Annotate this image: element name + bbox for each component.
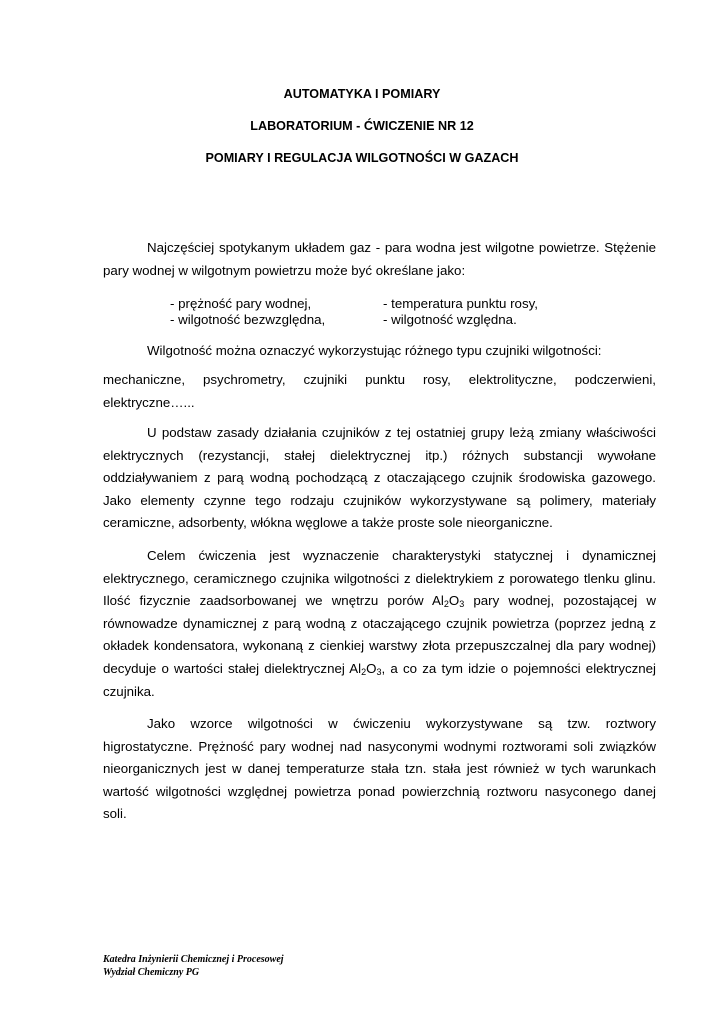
course-title: AUTOMATYKA I POMIARY (283, 87, 441, 101)
topic-title: POMIARY I REGULACJA WILGOTNOŚCI W GAZACH (205, 151, 519, 165)
list-item: - wilgotność bezwzględna, (170, 311, 326, 327)
subscript-2: 2 (443, 599, 449, 610)
list-item: - prężność pary wodnej, (170, 296, 312, 311)
oxygen-symbol: O (448, 593, 460, 609)
subscript-3: 3 (459, 599, 465, 610)
intro-paragraph: Najczęściej spotykanym układem gaz - para wodna jest wilgotne powietrze. Stężenie pary wodnej w wilgotnym powietrzu może być określane jako: (103, 240, 656, 278)
goal-paragraph (103, 545, 656, 703)
list-item: - temperatura punktu rosy, (383, 296, 538, 311)
page-footer (103, 953, 284, 979)
standards-paragraph: Jako wzorce wilgotności w ćwiczeniu wykorzystywane są tzw. roztwory higrostatyczne. Prężność pary wodnej nad nasyconymi wodnymi roztworami soli związków nieorganicznych jest w danej temperaturze stała tzn. stała jest również w tych warunkach wartość wilgotności względnej powietrza ponad powierzchnią roztworu nasyconego danej soli. (103, 716, 656, 822)
footer-department: Katedra Inżynierii Chemicznej i Procesowej (103, 954, 284, 965)
subscript-2: 2 (361, 666, 367, 677)
goal-text-part3: , a co za tym idzie o pojemności elektrycznej czujnika. (103, 660, 657, 699)
lab-title: LABORATORIUM - ĆWICZENIE NR 12 (250, 119, 474, 133)
goal-text-part2: pary wodnej, pozostającej w równowadze dynamicznej z parą wodną z otaczającego czujnik powietrza (poprzez jedną z okładek kondensatora, wykonaną z cienkiej warstwy złota przepuszczalnej dla pary wodnej) decyduje o wartości stałej dielektrycznej Al (103, 593, 656, 676)
list-item: - wilgotność względna. (383, 311, 517, 327)
goal-text-part1: Celem ćwiczenia jest wyznaczenie charakterystyki statycznej i dynamicznej elektrycznego, ceramicznego czujnika wilgotności z dielektrykiem z porowatego tlenku glinu. Ilość fizycznie zaadsorbowanej we wnętrzu porów Al (103, 548, 656, 609)
list-row (170, 296, 538, 312)
list-row (170, 312, 538, 328)
sensors-intro-paragraph: Wilgotność można oznaczyć wykorzystując różnego typu czujniki wilgotności: (147, 343, 602, 358)
principle-paragraph: U podstaw zasady działania czujników z tej ostatniej grupy leżą zmiany właściwości elektrycznych (rezystancji, stałej dielektrycznej itp.) różnych substancji wywołane oddziaływaniem z parą wodną pochodzącą z otaczającego czujnik środowiska gazowego. Jako elementy czynne tego rodzaju czujników wykorzystywane są polimery, materiały ceramiczne, adsorbenty, włókna węglowe a także proste sole nieorganiczne. (103, 425, 656, 531)
sensors-list-paragraph: mechaniczne, psychrometry, czujniki punktu rosy, elektrolityczne, podczerwieni, elektryczne…... (103, 372, 656, 410)
humidity-measures-list (170, 296, 538, 327)
oxygen-symbol: O (366, 660, 377, 676)
subscript-3: 3 (376, 666, 382, 677)
footer-faculty: Wydział Chemiczny PG (103, 967, 200, 978)
